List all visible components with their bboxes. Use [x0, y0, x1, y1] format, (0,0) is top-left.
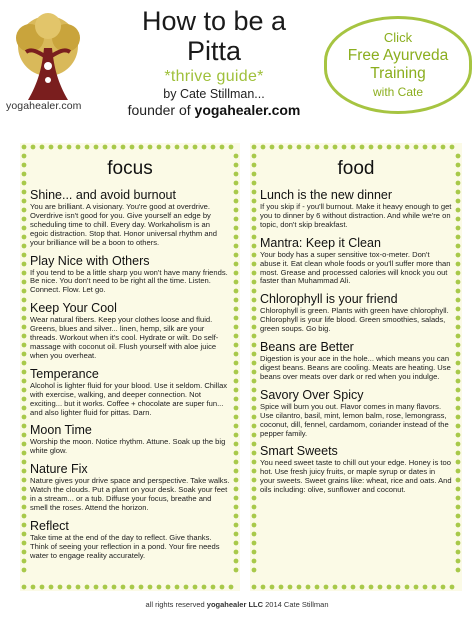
border-dot [202, 145, 207, 150]
border-dot [324, 585, 329, 590]
badge-line1: Click [383, 30, 413, 45]
badge-line4: with Cate [372, 85, 424, 99]
focus-item-body: Worship the moon. Notice rhythm. Attune. Soak up the big white glow. [30, 437, 226, 456]
border-dot [306, 145, 311, 150]
border-dot [112, 145, 117, 150]
border-dot [184, 585, 189, 590]
border-dot [333, 585, 338, 590]
focus-item [30, 462, 230, 513]
focus-item-title: Shine... and avoid burnout [30, 188, 176, 202]
border-dot [202, 585, 207, 590]
border-dot [175, 585, 180, 590]
border-dot [234, 181, 239, 186]
border-dot [58, 585, 63, 590]
focus-item-body: Alcohol is lighter fluid for your blood. Use it seldom. Chillax with exercise, walking, and deeper connection. Not exciting... but it works. Coffee + chocolate are super fun... and also lighter fluid for pittas. Darn. [30, 380, 228, 417]
border-dot [211, 145, 216, 150]
focus-panel [20, 143, 240, 591]
border-dot [139, 145, 144, 150]
border-dot [22, 568, 27, 573]
border-dot [148, 585, 153, 590]
border-dot [405, 145, 410, 150]
border-dot [450, 585, 455, 590]
border-dot [270, 145, 275, 150]
border-dot [261, 585, 266, 590]
border-dot [450, 145, 455, 150]
border-dot [456, 181, 461, 186]
food-item-body: If you skip if - you'll burnout. Make it heavy enough to get you to dinner by 6 without distraction. And while we're on topic, don't skip breakfast. [260, 202, 452, 229]
border-dot [414, 585, 419, 590]
food-item-body: Chlorophyll is green. Plants with green have chlorophyll. Chlorophyll is your life blood. Green smoothies, salads, green soups. Go big. [260, 306, 449, 334]
border-dot [378, 145, 383, 150]
border-dot [252, 145, 257, 150]
border-dot [220, 145, 225, 150]
badge-line3: Training [370, 65, 426, 82]
food-item-title: Lunch is the new dinner [260, 188, 393, 202]
border-dot [405, 585, 410, 590]
border-dot [130, 585, 135, 590]
border-dot [456, 523, 461, 528]
border-dot [315, 145, 320, 150]
border-dot [112, 585, 117, 590]
border-dot [166, 145, 171, 150]
border-dot [279, 585, 284, 590]
border-dot [351, 585, 356, 590]
focus-item-body: Wear natural fibers. Keep your clothes loose and fluid. Greens, blues and silver... linen, hemp, silk are your threads. Workout when it's cool. Hydrate or wilt. Do self-massage with coconut oil. Flush yourself with aloe juice when you overheat. [30, 315, 219, 360]
border-dot [103, 145, 108, 150]
border-dot [67, 585, 72, 590]
food-item-body: Digestion is your ace in the hole... which means you can digest beans. Beans are cooling. Meats are heating. Use beans over meats over dark or red when you indulge. [260, 354, 451, 381]
title-block [96, 6, 332, 118]
border-dot [288, 145, 293, 150]
border-dot [252, 585, 257, 590]
focus-item-title: Temperance [30, 366, 99, 381]
border-dot [94, 145, 99, 150]
tree-logo-icon [8, 8, 88, 108]
border-dot [456, 568, 461, 573]
border-dot [423, 585, 428, 590]
food-item-body: Your body has a super sensitive tox-o-meter. Don't abuse it. Eat clean whole foods or you'll suffer more than most. Grease and processed calories will knock you out faster than Muhammad Ali. [260, 249, 451, 286]
logo-text: yogahealer.com [6, 100, 82, 112]
food-item-title: Savory Over Spicy [260, 387, 364, 402]
border-dot [333, 145, 338, 150]
border-dot [175, 145, 180, 150]
border-dot [351, 145, 356, 150]
focus-item [30, 423, 230, 456]
focus-item [30, 519, 230, 561]
border-dot [85, 585, 90, 590]
border-dot [94, 585, 99, 590]
border-dot [369, 145, 374, 150]
border-dot [441, 585, 446, 590]
border-dot [288, 585, 293, 590]
border-dot [252, 532, 257, 537]
food-list [250, 188, 462, 495]
food-item [260, 444, 452, 495]
focus-item-title: Keep Your Cool [30, 301, 117, 316]
border-dot [157, 585, 162, 590]
focus-list [20, 188, 240, 561]
food-item-title: Chlorophyll is your friend [260, 292, 398, 307]
border-dot [324, 145, 329, 150]
border-dot [76, 585, 81, 590]
focus-item [30, 188, 230, 248]
focus-item [30, 301, 230, 361]
byline: by Cate Stillman... [163, 87, 265, 101]
border-dot [342, 585, 347, 590]
badge-line2: Free Ayurveda [347, 47, 449, 64]
border-dot [396, 145, 401, 150]
focus-item-body: If you tend to be a little sharp you won't have many friends. Be nice. You don't need to be right all the time. Listen. Connect. Flow. Let go. [30, 267, 228, 295]
border-dot [456, 559, 461, 564]
border-dot [49, 585, 54, 590]
border-dot [252, 181, 257, 186]
focus-heading: focus [107, 158, 153, 179]
focus-item-body: Take time at the end of the day to reflect. Give thanks. Think of seeing your reflection in a pond. Your fire needs water to engage reality accurately. [30, 532, 220, 560]
border-dot [121, 585, 126, 590]
border-dot [456, 505, 461, 510]
focus-item [30, 254, 230, 296]
border-dot [184, 145, 189, 150]
subtitle: *thrive guide* [164, 68, 264, 85]
border-dot [360, 145, 365, 150]
border-dot [456, 514, 461, 519]
food-item [260, 388, 452, 439]
border-dot [342, 145, 347, 150]
food-item-body: You need sweet taste to chill out your edge. Honey is too hot. Use fresh juicy fruits, or maple syrup or dates in your sweets. Sweet grains like: wheat, rice and oats. And oils including: olive, sunflower and coconut. [260, 458, 452, 495]
border-dot [252, 505, 257, 510]
border-dot [360, 585, 365, 590]
border-dot [85, 145, 90, 150]
focus-item-title: Moon Time [30, 423, 92, 438]
food-item [260, 236, 452, 287]
border-dot [22, 181, 27, 186]
border-dot [166, 585, 171, 590]
founder-prefix: founder of [127, 102, 195, 118]
border-dot [130, 145, 135, 150]
food-item-title: Smart Sweets [260, 444, 338, 459]
border-dot [369, 585, 374, 590]
border-dot [252, 550, 257, 555]
border-dot [220, 585, 225, 590]
focus-item-title: Play Nice with Others [30, 253, 150, 268]
border-dot [67, 145, 72, 150]
border-dot [193, 145, 198, 150]
food-item-title: Mantra: Keep it Clean [260, 235, 381, 250]
focus-item [30, 367, 230, 418]
border-dot [22, 145, 27, 150]
border-dot [234, 568, 239, 573]
border-dot [76, 145, 81, 150]
food-item-title: Beans are Better [260, 340, 354, 355]
border-dot [252, 559, 257, 564]
focus-item-body: You are brilliant. A visionary. You're good at overdrive. Overdrive isn't good for you. Give yourself an edge by scheduling time to chill. Every day. Workaholism is an egoic distraction. Stop that. Honor universal rhythm and your brilliance will be a boon to others. [30, 202, 217, 247]
footer-prefix: all rights reserved [145, 600, 207, 609]
border-dot [211, 585, 216, 590]
border-dot [297, 145, 302, 150]
border-dot [31, 145, 36, 150]
border-dot [103, 585, 108, 590]
page-title-line1: How to be a [141, 6, 287, 36]
border-dot [441, 145, 446, 150]
border-dot [252, 514, 257, 519]
border-dot [396, 585, 401, 590]
food-heading: food [337, 158, 375, 179]
border-dot [456, 496, 461, 501]
border-dot [121, 145, 126, 150]
border-dot [315, 585, 320, 590]
border-dot [252, 496, 257, 501]
border-dot [40, 585, 45, 590]
border-dot [387, 585, 392, 590]
border-dot [456, 550, 461, 555]
border-dot [261, 145, 266, 150]
yogahealer-logo[interactable] [8, 8, 88, 108]
border-dot [306, 585, 311, 590]
border-dot [58, 145, 63, 150]
border-dot [279, 145, 284, 150]
border-dot [40, 145, 45, 150]
food-item [260, 292, 452, 334]
founder-line [96, 102, 332, 118]
border-dot [423, 145, 428, 150]
page-title-line2: Pitta [186, 36, 242, 66]
border-dot [229, 585, 234, 590]
border-dot [49, 145, 54, 150]
border-dot [432, 585, 437, 590]
focus-item-title: Nature Fix [30, 462, 88, 477]
border-dot [157, 145, 162, 150]
border-dot [252, 568, 257, 573]
border-dot [432, 145, 437, 150]
focus-item-title: Reflect [30, 518, 69, 533]
focus-item-body: Nature gives your drive space and perspective. Take walks. Watch the clouds. Put a plant on your desk. Soak your feet in a stream... or a tub. Diffuse your focus, breathe and smell the roses. Attend the horizon. [30, 476, 230, 512]
footer-brand: yogahealer LLC [206, 600, 264, 609]
border-dot [297, 585, 302, 590]
food-panel [250, 143, 462, 591]
border-dot [148, 145, 153, 150]
border-dot [252, 541, 257, 546]
footer [0, 600, 474, 609]
border-dot [31, 585, 36, 590]
food-item-body: Spice will burn you out. Flavor comes in many flavors. Use cilantro, basil, mint, lemon balm, rose, lemongrass, coconut, dill, fennel, cardamom, coriander instead of the pepper family. [260, 401, 449, 438]
border-dot [270, 585, 275, 590]
border-dot [252, 523, 257, 528]
free-training-badge[interactable] [324, 16, 472, 114]
border-dot [456, 532, 461, 537]
footer-suffix: 2014 Cate Stillman [263, 600, 329, 609]
border-dot [139, 585, 144, 590]
border-dot [193, 585, 198, 590]
border-dot [387, 145, 392, 150]
food-item [260, 188, 452, 230]
border-dot [414, 145, 419, 150]
border-dot [378, 585, 383, 590]
border-dot [456, 541, 461, 546]
border-dot [22, 585, 27, 590]
founder-site-link[interactable]: yogahealer.com [194, 102, 301, 118]
food-item [260, 340, 452, 382]
border-dot [229, 145, 234, 150]
